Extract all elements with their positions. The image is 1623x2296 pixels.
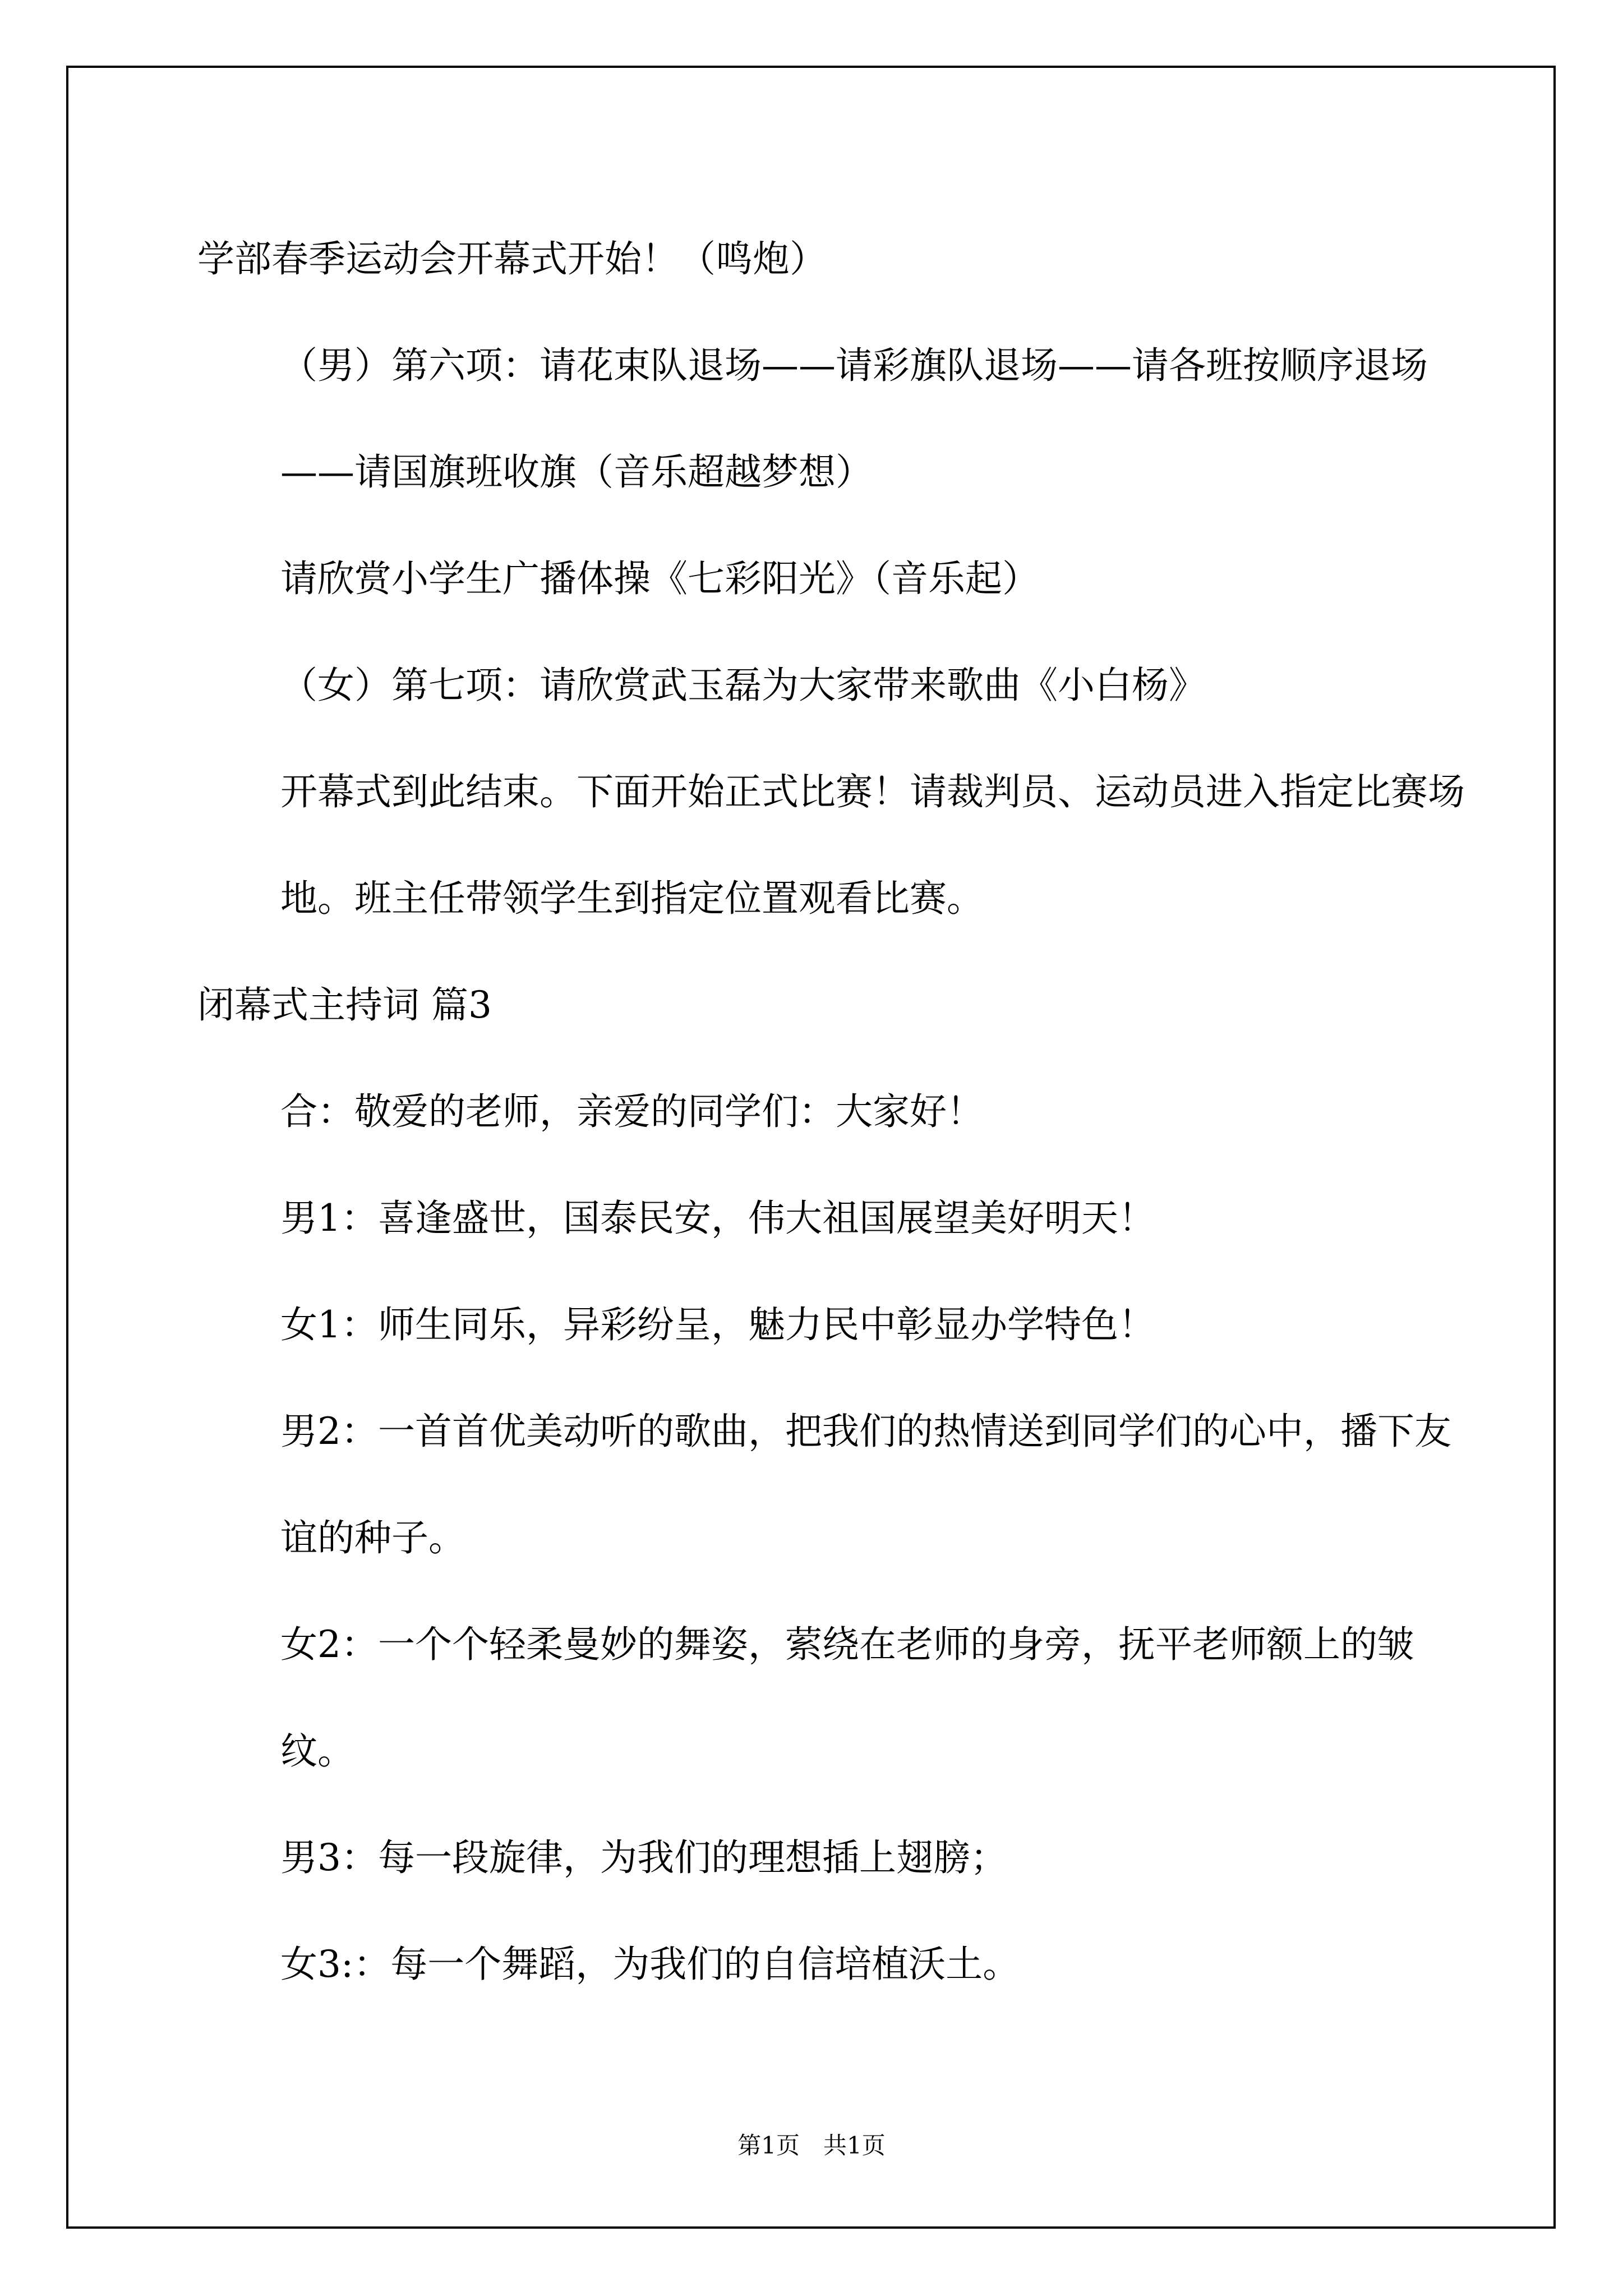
document-body [197, 206, 1465, 2018]
paragraph-3: 请欣赏小学生广播体操《七彩阳光》（音乐起） [280, 557, 1039, 600]
paragraph-4: （女）第七项：请欣赏武玉磊为大家带来歌曲《小白杨》 [280, 664, 1206, 707]
paragraph-12: 男3：每一段旋律，为我们的理想插上翅膀； [280, 1836, 1007, 1879]
section-heading: 闭幕式主持词 篇3 [197, 983, 492, 1027]
paragraph-8: 男1：喜逢盛世，国泰民安，伟大祖国展望美好明天！ [280, 1197, 1155, 1240]
paragraph-10: 男2：一首首优美动听的歌曲，把我们的热情送到同学们的心中，播下友谊的种子。 [280, 1410, 1451, 1559]
paragraph-9: 女1：师生同乐，异彩纷呈，魅力民中彰显办学特色！ [280, 1303, 1155, 1346]
paragraph-7: 合：敬爱的老师，亲爱的同学们：大家好！ [280, 1090, 984, 1133]
paragraph-1: 学部春季运动会开幕式开始！（鸣炮） [197, 237, 827, 280]
paragraph-5: 开幕式到此结束。下面开始正式比赛！请裁判员、运动员进入指定比赛场地。班主任带领学生到指定位置观看比赛。 [280, 770, 1465, 920]
paragraph-2: （男）第六项：请花束队退场——请彩旗队退场——请各班按顺序退场——请国旗班收旗（音乐超越梦想） [280, 344, 1428, 494]
paragraph-11: 女2：一个个轻柔曼妙的舞姿，萦绕在老师的身旁，抚平老师额上的皱纹。 [280, 1623, 1414, 1773]
paragraph-13: 女3:：每一个舞蹈，为我们的自信培植沃土。 [280, 1943, 1020, 1986]
page-number-footer: 第1页 共1页 [737, 2132, 886, 2159]
